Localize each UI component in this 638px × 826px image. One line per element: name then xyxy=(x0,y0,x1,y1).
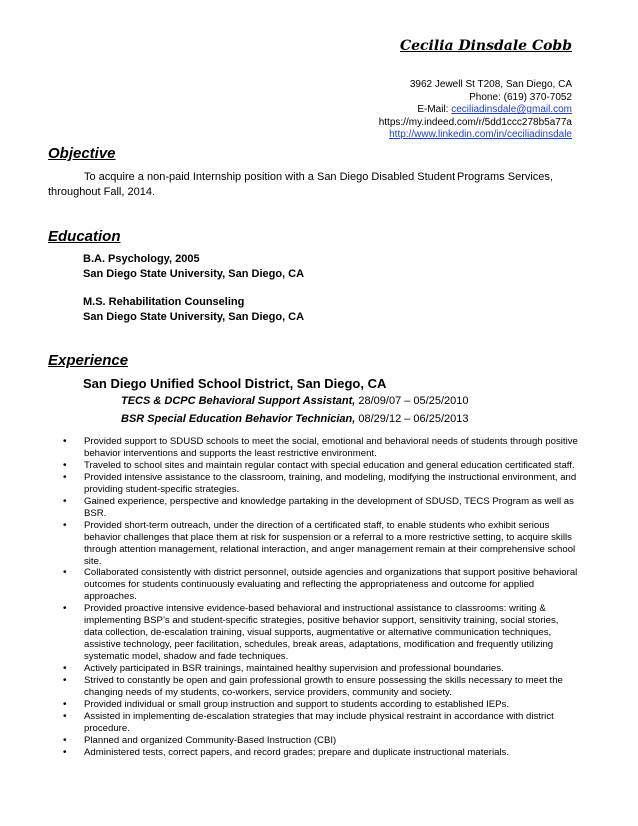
education-entry-2 xyxy=(83,295,304,324)
list-item: • Gained experience, perspective and knowledge partaking in the development of SDUSD, TECS Program as well as BSR. xyxy=(48,496,578,520)
role-dates: 28/09/07 – 05/25/2010 xyxy=(355,395,469,407)
list-item: • Provided proactive intensive evidence-based behavioral and instructional assistance to classrooms: writing & implementing BSP’s and student-specific strategies, positive behavior support, sensitivity training, social stories, data collection, de-escalation training, visual supports, augmentative or alternative communication techniques, assistive technology, peer facilitation, schedules, break areas, adaptations, modification and frequently utilizing systematic model, shadow and fade techniques. xyxy=(48,603,578,663)
role-dates: 08/29/12 – 06/25/2013 xyxy=(355,413,469,425)
email-line xyxy=(379,104,572,117)
objective-line-2: throughout Fall, 2014. xyxy=(48,186,156,198)
role-title: TECS & DCPC Behavioral Support Assistant, xyxy=(121,395,356,407)
list-item: • Traveled to school sites and maintain regular contact with special education and general education certificated staff. xyxy=(48,460,578,472)
role-2 xyxy=(121,413,469,425)
list-item: • Provided individual or small group instruction and support to students according to established IEPs. xyxy=(48,699,578,711)
list-item: • Provided intensive assistance to the classroom, training, and modeling, modifying the instructional environment, and providing student-specific strategies. xyxy=(48,472,578,496)
school: San Diego State University, San Diego, CA xyxy=(83,310,305,323)
objective-line-1-right: Programs Services, xyxy=(457,171,553,183)
list-item: • Collaborated consistently with district personnel, outside agencies and organizations that support positive behavioral outcomes for students continuously evaluating and reflecting the appropriateness and outcome for applied approaches. xyxy=(48,567,578,603)
school: San Diego State University, San Diego, CA xyxy=(83,267,305,280)
list-item: • Provided short-term outreach, under the direction of a certificated staff, to enable students who exhibit serious behavior challenges that place them at risk for suspension or a referral to a more restrictive setting, to acquire skills through attention management, relational interaction, and anger management remain at their comprehensive school site. xyxy=(48,520,578,568)
experience-heading: Experience xyxy=(48,352,129,369)
role-title: BSR Special Education Behavior Technician, xyxy=(121,413,356,425)
contact-block xyxy=(379,79,572,142)
objective-line-1 xyxy=(48,170,578,185)
list-item: • Planned and organized Community-Based Instruction (CBI) xyxy=(48,735,578,747)
experience-bullet-list xyxy=(48,436,578,759)
education-entry-1 xyxy=(83,252,304,281)
degree: M.S. Rehabilitation Counseling xyxy=(83,296,245,308)
list-item: • Administered tests, correct papers, and record grades; prepare and duplicate instructional materials. xyxy=(48,747,578,759)
address: 3962 Jewell St T208, San Diego, CA xyxy=(409,79,572,90)
list-item: • Provided support to SDUSD schools to meet the social, emotional and behavioral needs of students through positive behavior interventions and supports the least restrictive environment. xyxy=(48,436,578,460)
phone: Phone: (619) 370-7052 xyxy=(469,91,572,103)
email-label: E-Mail: xyxy=(417,104,452,116)
employer-name: San Diego Unified School District, San Diego, CA xyxy=(83,376,387,391)
list-item: • Strived to constantly be open and gain professional growth to ensure possessing the skills necessary to meet the changing needs of my students, co-workers, service providers, community and society. xyxy=(48,675,578,699)
list-item: • Assisted in implementing de-escalation strategies that may include physical restraint in accordance with district procedure. xyxy=(48,711,578,735)
education-heading: Education xyxy=(48,228,121,245)
email-link[interactable]: ceciliadinsdale@gmail.com xyxy=(451,104,572,116)
indeed-url: https://my.indeed.com/r/5dd1ccc278b5a77a xyxy=(378,116,572,128)
candidate-name: Cecilia Dinsdale Cobb xyxy=(399,38,572,54)
objective-heading: Objective xyxy=(48,145,116,162)
objective-text xyxy=(48,170,578,200)
list-item: • Actively participated in BSR trainings, maintained healthy supervision and professional boundaries. xyxy=(48,663,578,675)
degree: B.A. Psychology, 2005 xyxy=(83,253,200,265)
role-1 xyxy=(121,395,468,407)
objective-line-1-left: To acquire a non-paid Internship position with a San Diego Disabled Student xyxy=(84,171,456,183)
linkedin-link[interactable]: http://www.linkedin.com/in/ceciliadinsdale xyxy=(389,129,572,141)
